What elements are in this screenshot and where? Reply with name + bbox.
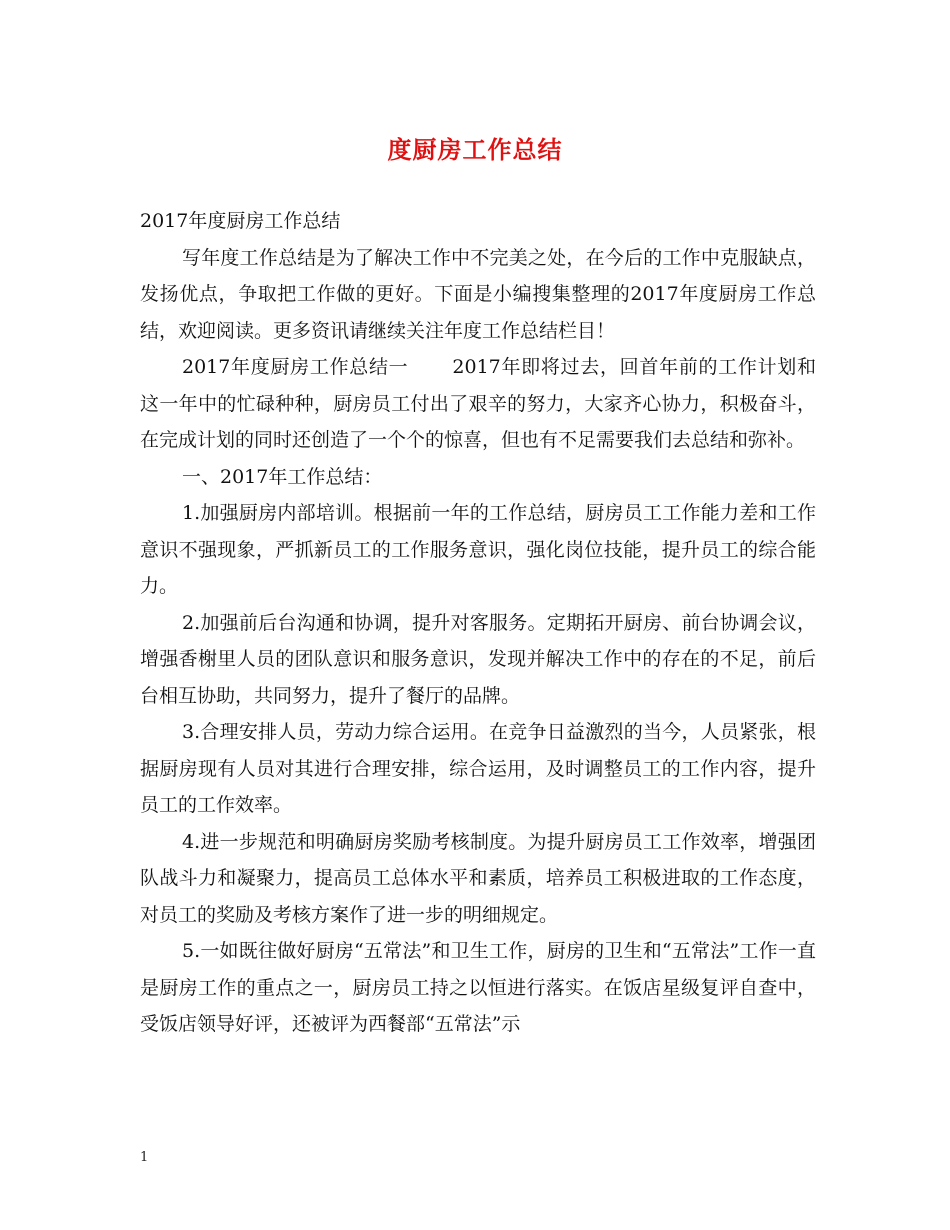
intro-paragraph: 写年度工作总结是为了解决工作中不完美之处，在今后的工作中克服缺点，发扬优点，争取把工作做的更好。下面是小编搜集整理的2017年度厨房工作总结，欢迎阅读。更多资讯请继续关注年度工作总结栏目！ [140, 246, 816, 342]
list-item: 2.加强前后台沟通和协调，提升对客服务。定期拓开厨房、前台协调会议，增强香榭里人员的团队意识和服务意识，发现并解决工作中的存在的不足，前后台相互协助，共同努力，提升了餐厅的品牌。 [140, 611, 816, 707]
part-heading: 一、2017年工作总结： [182, 465, 383, 488]
list-item: 4.进一步规范和明确厨房奖励考核制度。为提升厨房员工工作效率，增强团队战斗力和凝聚力，提高员工总体水平和素质，培养员工积极进取的工作态度，对员工的奖励及考核方案作了进一步的明细规定。 [140, 830, 816, 926]
section-body: 2017年即将过去，回首年前的工作计划和这一年中的忙碌种种，厨房员工付出了艰辛的努力，大家齐心协力，积极奋斗，在完成计划的同时还创造了一个个的惊喜，但也有不足需要我们去总结和弥补。 [140, 356, 816, 451]
list-item: 5.一如既往做好厨房“五常法”和卫生工作，厨房的卫生和“五常法”工作一直是厨房工作的重点之一，厨房员工持之以恒进行落实。在饭店星级复评自查中，受饭店领导好评，还被评为西餐部“五常法”示 [140, 940, 816, 1035]
document-subtitle: 2017年度厨房工作总结 [140, 210, 341, 232]
list-item: 3.合理安排人员，劳动力综合运用。在竞争日益激烈的当今，人员紧张，根据厨房现有人员对其进行合理安排，综合运用，及时调整员工的工作内容，提升员工的工作效率。 [140, 721, 816, 816]
list-item: 1.加强厨房内部培训。根据前一年的工作总结，厨房员工工作能力差和工作意识不强现象，严抓新员工的工作服务意识，强化岗位技能，提升员工的综合能力。 [140, 502, 816, 597]
page-number: 1 [140, 1150, 149, 1165]
document-title: 度厨房工作总结 [387, 135, 563, 164]
section-paragraph [140, 349, 816, 459]
document-body [140, 203, 816, 1043]
section-heading: 2017年度厨房工作总结一 [182, 356, 409, 378]
